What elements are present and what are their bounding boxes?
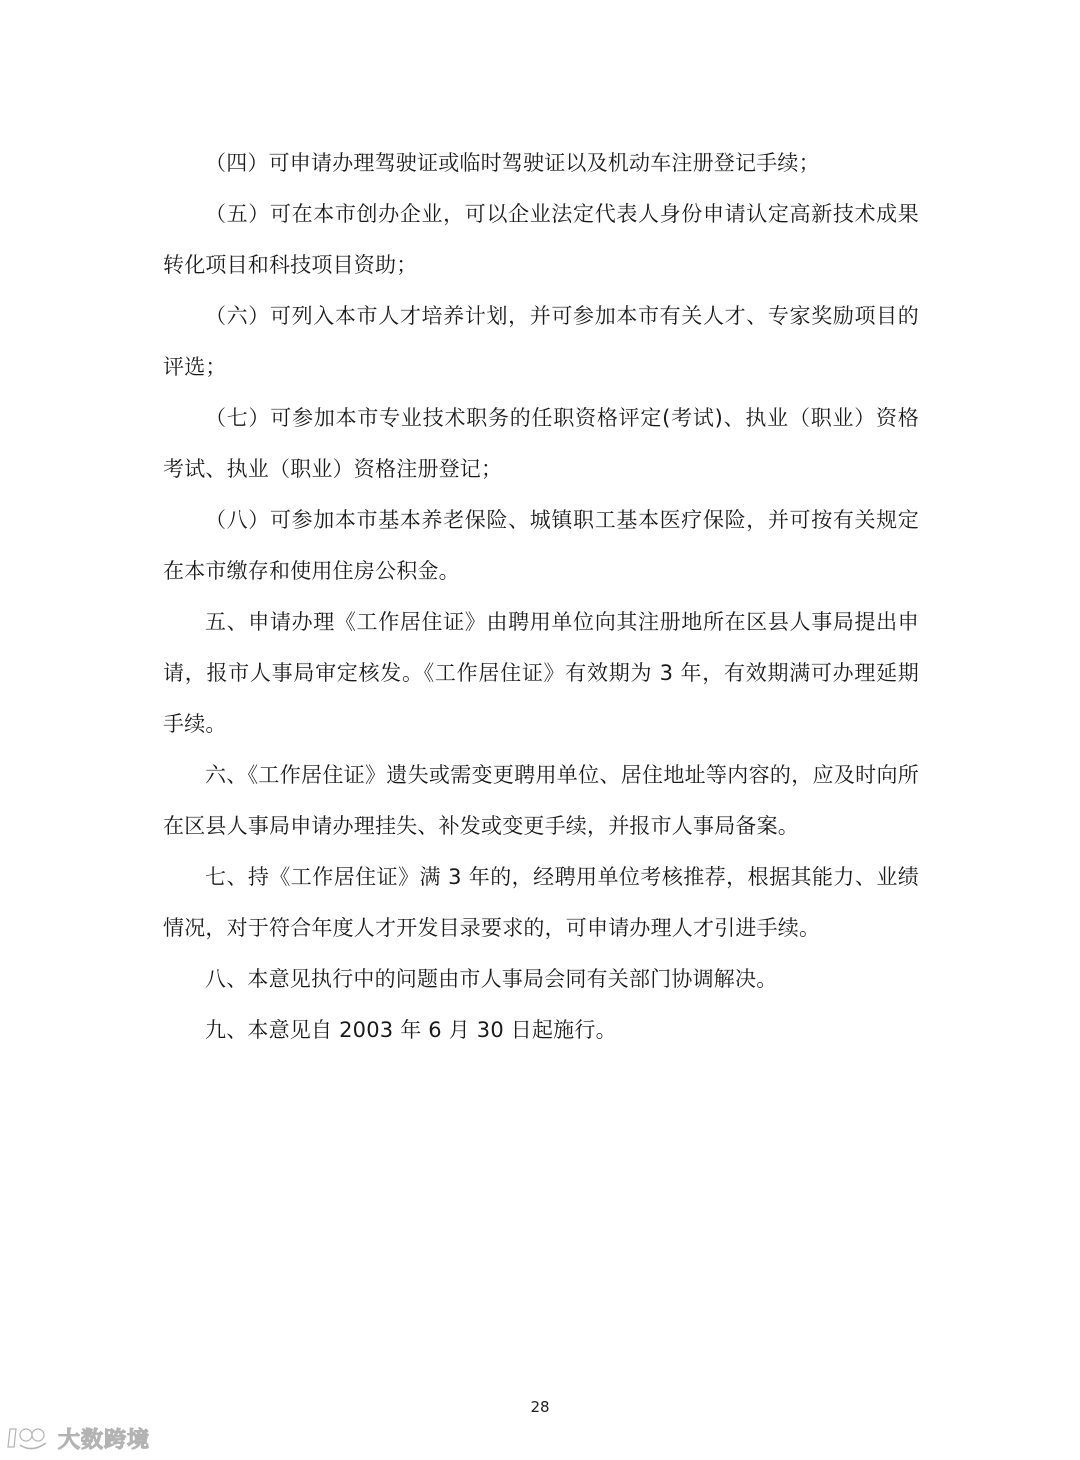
document-body <box>163 138 919 1056</box>
paragraph-section-8: 八、本意见执行中的问题由市人事局会同有关部门协调解决。 <box>205 967 778 991</box>
paragraph-section-5: 五、申请办理《工作居住证》由聘用单位向其注册地所在区县人事局提出申请，报市人事局审定核发。《工作居住证》有效期为 3 年，有效期满可办理延期手续。 <box>163 610 919 736</box>
paragraph-section-7: 七、持《工作居住证》满 3 年的，经聘用单位考核推荐，根据其能力、业绩情况，对于符合年度人才开发目录要求的，可申请办理人才引进手续。 <box>163 865 919 940</box>
paragraph-item-7: （七）可参加本市专业技术职务的任职资格评定(考试)、执业（职业）资格考试、执业（职业）资格注册登记； <box>163 406 919 481</box>
paragraph-item-6: （六）可列入本市人才培养计划，并可参加本市有关人才、专家奖励项目的评选； <box>163 304 919 379</box>
paragraph-item-4: （四）可申请办理驾驶证或临时驾驶证以及机动车注册登记手续； <box>205 151 820 175</box>
paragraph-section-9: 九、本意见自 2003 年 6 月 30 日起施行。 <box>205 1018 617 1042</box>
watermark <box>6 1420 150 1456</box>
page-number: 28 <box>530 1398 550 1416</box>
watermark-text: 大数跨境 <box>58 1427 151 1453</box>
paragraph-section-6: 六、《工作居住证》遗失或需变更聘用单位、居住地址等内容的，应及时向所在区县人事局申请办理挂失、补发或变更手续，并报市人事局备案。 <box>163 763 919 838</box>
brand-logo-icon <box>6 1423 52 1453</box>
paragraph-item-8: （八）可参加本市基本养老保险、城镇职工基本医疗保险，并可按有关规定在本市缴存和使用住房公积金。 <box>163 508 919 583</box>
paragraph-item-5: （五）可在本市创办企业，可以企业法定代表人身份申请认定高新技术成果转化项目和科技项目资助； <box>163 202 919 277</box>
